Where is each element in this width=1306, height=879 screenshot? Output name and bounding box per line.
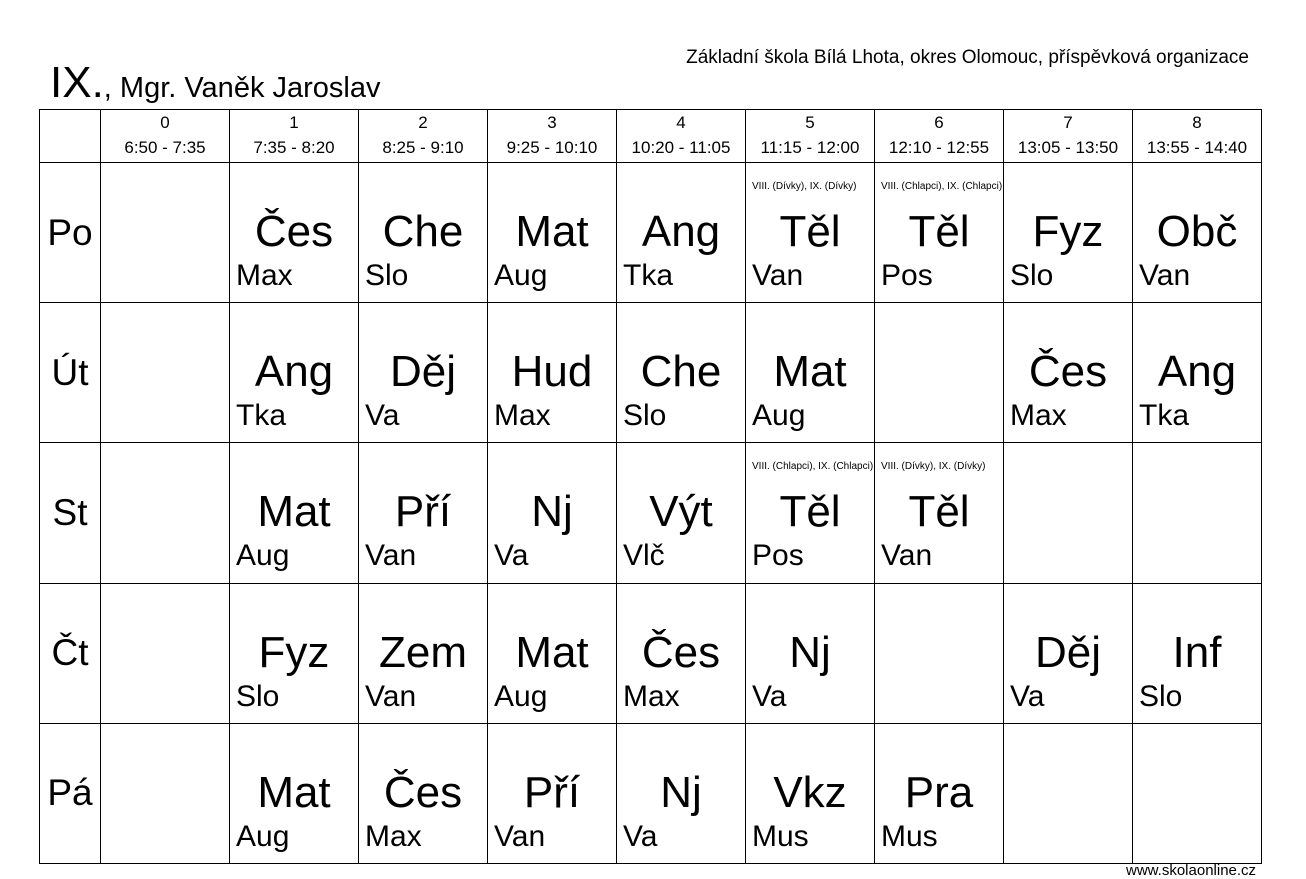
teacher: Slo <box>623 399 667 433</box>
teacher: Van <box>752 259 804 292</box>
lesson-cell <box>746 583 875 723</box>
period-time: 12:10 - 12:55 <box>888 138 990 157</box>
period-time: 10:20 - 11:05 <box>631 138 731 157</box>
lesson-cell <box>488 303 617 443</box>
lesson-cell <box>617 723 746 863</box>
subject: Ang <box>254 347 334 397</box>
subject: Čes <box>383 767 463 817</box>
lesson-cell <box>230 303 359 443</box>
lesson-cell <box>617 583 746 723</box>
empty-cell <box>875 583 1004 723</box>
lesson-cell <box>746 443 875 583</box>
subject: Pra <box>904 767 974 817</box>
teacher: Tka <box>1139 399 1190 433</box>
timetable-body <box>40 163 1262 864</box>
teacher: Van <box>365 539 417 573</box>
subject: Mat <box>515 627 589 677</box>
corner-cell <box>40 110 101 163</box>
lesson-cell <box>746 303 875 443</box>
day-label: Pá <box>40 723 101 863</box>
period-header-3 <box>488 110 617 163</box>
period-time: 7:35 - 8:20 <box>253 138 335 157</box>
lesson-cell <box>359 163 488 303</box>
class-name: IX. <box>50 58 104 107</box>
period-time: 6:50 - 7:35 <box>124 138 206 157</box>
subject: Fyz <box>258 627 330 677</box>
subject: Mat <box>773 347 847 397</box>
teacher: Van <box>494 819 546 853</box>
teacher: Va <box>752 679 787 713</box>
subject: Výt <box>649 487 713 537</box>
period-header-row <box>40 110 1262 163</box>
teacher: Pos <box>881 259 933 292</box>
lesson-cell <box>488 723 617 863</box>
subject: Děj <box>1034 627 1102 677</box>
lesson-cell <box>1004 163 1133 303</box>
empty-cell <box>101 443 230 583</box>
period-header-5 <box>746 110 875 163</box>
empty-cell <box>875 303 1004 443</box>
teacher: Van <box>365 679 417 713</box>
lesson-cell <box>746 163 875 303</box>
lesson-cell <box>359 303 488 443</box>
subject: Vkz <box>773 767 847 817</box>
subject: Čes <box>641 627 721 677</box>
teacher: Va <box>623 819 658 853</box>
class-teacher: , Mgr. Vaněk Jaroslav <box>103 72 381 104</box>
period-header-8 <box>1133 110 1262 163</box>
subject: Mat <box>257 487 331 537</box>
group-note: VIII. (Chlapci), IX. (Chlapci) <box>881 181 1003 192</box>
day-row <box>40 583 1262 723</box>
lesson-cell <box>875 723 1004 863</box>
lesson-cell <box>1004 303 1133 443</box>
period-number: 7 <box>1063 113 1073 132</box>
subject: Hud <box>511 347 593 397</box>
subject: Che <box>640 347 722 397</box>
subject: Děj <box>389 347 457 397</box>
period-time: 13:55 - 14:40 <box>1146 138 1248 157</box>
day-row <box>40 723 1262 863</box>
teacher: Van <box>1139 259 1191 292</box>
lesson-cell <box>875 443 1004 583</box>
empty-cell <box>1133 443 1262 583</box>
teacher: Max <box>365 819 422 853</box>
teacher: Va <box>1010 679 1045 713</box>
period-number: 6 <box>934 113 944 132</box>
empty-cell <box>1004 443 1133 583</box>
class-header <box>50 58 381 108</box>
teacher: Vlč <box>623 539 665 573</box>
subject: Nj <box>789 627 831 677</box>
group-note: VIII. (Dívky), IX. (Dívky) <box>752 181 857 192</box>
empty-cell <box>1133 723 1262 863</box>
period-header-1 <box>230 110 359 163</box>
teacher: Mus <box>752 819 809 853</box>
teacher: Slo <box>365 259 409 292</box>
lesson-cell <box>617 443 746 583</box>
teacher: Slo <box>1139 679 1183 713</box>
timetable <box>39 109 1262 864</box>
lesson-cell <box>359 583 488 723</box>
subject: Nj <box>531 487 573 537</box>
lesson-cell <box>230 163 359 303</box>
teacher: Tka <box>236 399 287 433</box>
period-time: 9:25 - 10:10 <box>506 138 598 157</box>
day-label: Čt <box>40 583 101 723</box>
teacher: Max <box>1010 399 1067 433</box>
subject: Těl <box>779 487 841 537</box>
teacher: Va <box>494 539 529 573</box>
lesson-cell <box>359 723 488 863</box>
empty-cell <box>1004 723 1133 863</box>
period-header-2 <box>359 110 488 163</box>
period-number: 5 <box>805 113 815 132</box>
group-note: VIII. (Dívky), IX. (Dívky) <box>881 461 986 473</box>
website-link[interactable]: www.skolaonline.cz <box>1126 862 1257 879</box>
lesson-cell <box>1133 163 1262 303</box>
period-header-7 <box>1004 110 1133 163</box>
period-time: 11:15 - 12:00 <box>760 138 860 157</box>
school-name: Základní škola Bílá Lhota, okres Olomouc, příspěvková organizace <box>686 47 1249 68</box>
lesson-cell <box>230 443 359 583</box>
teacher: Max <box>623 679 680 713</box>
period-number: 8 <box>1192 113 1202 132</box>
subject: Fyz <box>1032 207 1104 256</box>
teacher: Slo <box>1010 259 1054 292</box>
empty-cell <box>101 163 230 303</box>
lesson-cell <box>1133 303 1262 443</box>
subject: Mat <box>257 767 331 817</box>
day-label: Út <box>40 303 101 443</box>
period-number: 2 <box>418 113 428 132</box>
period-time: 8:25 - 9:10 <box>382 138 464 157</box>
period-header-6 <box>875 110 1004 163</box>
teacher: Aug <box>752 399 806 433</box>
empty-cell <box>101 723 230 863</box>
lesson-cell <box>230 583 359 723</box>
subject: Ang <box>1157 347 1237 397</box>
day-label: St <box>40 443 101 583</box>
lesson-cell <box>488 583 617 723</box>
subject: Ang <box>641 207 721 256</box>
teacher: Mus <box>881 819 938 853</box>
period-number: 1 <box>289 113 299 132</box>
subject: Obč <box>1156 207 1238 256</box>
day-row <box>40 443 1262 583</box>
teacher: Va <box>365 399 400 433</box>
teacher: Tka <box>623 259 674 292</box>
lesson-cell <box>617 163 746 303</box>
period-header-4 <box>617 110 746 163</box>
empty-cell <box>101 303 230 443</box>
subject: Čes <box>1028 347 1108 397</box>
subject: Zem <box>379 627 467 677</box>
subject: Nj <box>660 767 702 817</box>
lesson-cell <box>1133 583 1262 723</box>
teacher: Aug <box>236 819 290 853</box>
lesson-cell <box>1004 583 1133 723</box>
period-number: 3 <box>547 113 557 132</box>
subject: Pří <box>523 767 581 817</box>
lesson-cell <box>875 163 1004 303</box>
day-label: Po <box>40 163 101 303</box>
teacher: Pos <box>752 539 804 573</box>
day-row <box>40 303 1262 443</box>
subject: Inf <box>1172 627 1222 677</box>
lesson-cell <box>488 443 617 583</box>
period-time: 13:05 - 13:50 <box>1017 138 1119 157</box>
lesson-cell <box>230 723 359 863</box>
subject: Těl <box>908 207 970 256</box>
teacher: Aug <box>494 259 548 292</box>
subject: Čes <box>254 207 334 256</box>
teacher: Aug <box>494 679 548 713</box>
subject: Pří <box>394 487 452 537</box>
lesson-cell <box>488 163 617 303</box>
lesson-cell <box>617 303 746 443</box>
day-row <box>40 163 1262 303</box>
period-number: 4 <box>676 113 686 132</box>
teacher: Max <box>236 259 293 292</box>
subject: Mat <box>515 207 589 256</box>
teacher: Van <box>881 539 933 573</box>
lesson-cell <box>746 723 875 863</box>
period-header-0 <box>101 110 230 163</box>
lesson-cell <box>359 443 488 583</box>
teacher: Slo <box>236 679 280 713</box>
subject: Těl <box>908 487 970 537</box>
period-number: 0 <box>160 113 170 132</box>
empty-cell <box>101 583 230 723</box>
teacher: Aug <box>236 539 290 573</box>
subject: Těl <box>779 207 841 256</box>
group-note: VIII. (Chlapci), IX. (Chlapci) <box>752 461 874 473</box>
subject: Che <box>382 207 464 256</box>
teacher: Max <box>494 399 551 433</box>
